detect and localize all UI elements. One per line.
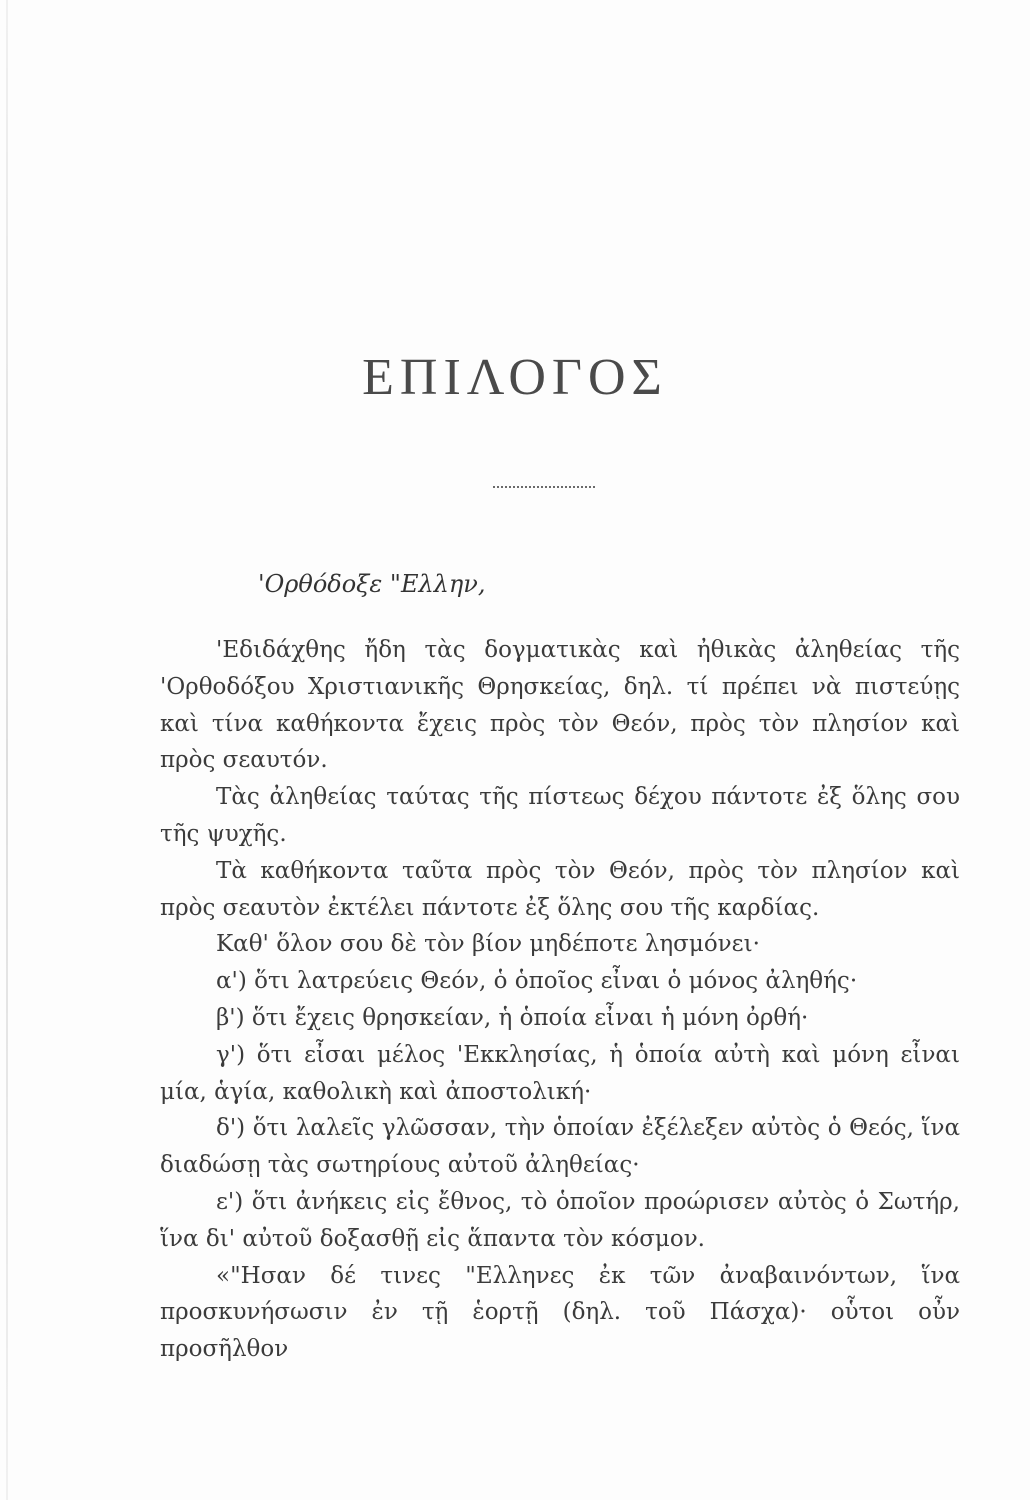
paragraph-intro: 'Εδιδάχθης ἤδη τὰς δογματικὰς καὶ ἠθικὰς ἀληθείας τῆς 'Ορθοδόξου Χριστιανικῆς Θρησκείας, δηλ. τί πρέπει νὰ πιστεύῃς καὶ τίνα καθήκοντα ἔχεις πρὸς τὸν Θεόν, πρὸς τὸν πλησίον καὶ πρὸς σεαυτόν. — [160, 637, 960, 774]
list-item-b: β') ὅτι ἔχεις θρησκείαν, ἡ ὁποία εἶναι ἡ μόνη ὀρθή· — [216, 1004, 809, 1031]
body-text — [160, 632, 960, 1368]
list-item-d: δ') ὅτι λαλεῖς γλῶσσαν, τὴν ὁποίαν ἐξέλεξεν αὐτὸς ὁ Θεός, ἵνα διαδώσῃ τὰς σωτηρίους αὐτοῦ ἀληθείας· — [160, 1115, 960, 1179]
paragraph-remember: Καθ' ὅλον σου δὲ τὸν βίον μηδέποτε λησμόνει· — [216, 931, 760, 958]
title-divider — [493, 486, 595, 488]
salutation: 'Ορθόδοξε "Ελλην, — [258, 570, 486, 598]
page-edge-shadow — [6, 0, 8, 1500]
paragraph-duties: Τὰ καθήκοντα ταῦτα πρὸς τὸν Θεόν, πρὸς τὸν πλησίον καὶ πρὸς σεαυτὸν ἐκτέλει πάντοτε ἐξ ὅλης σου τῆς καρδίας. — [160, 857, 960, 921]
list-item-e: ε') ὅτι ἀνήκεις εἰς ἔθνος, τὸ ὁποῖον προώρισεν αὐτὸς ὁ Σωτήρ, ἵνα δι' αὐτοῦ δοξασθῇ εἰς ἅπαντα τὸν κόσμον. — [160, 1188, 960, 1252]
page-title: ΕΠΙΛΟΓΟΣ — [362, 349, 668, 406]
list-item-c: γ') ὅτι εἶσαι μέλος 'Εκκλησίας, ἡ ὁποία αὐτὴ καὶ μόνη εἶναι μία, ἁγία, καθολικὴ καὶ ἀποστολική· — [160, 1041, 960, 1105]
paragraph-quote: «"Ησαν δέ τινες "Ελληνες ἐκ τῶν ἀναβαινόντων, ἵνα προσκυνήσωσιν ἐν τῇ ἑορτῇ (δηλ. τοῦ Πάσχα)· οὗτοι οὖν προσῆλθον — [160, 1262, 960, 1363]
paragraph-faith: Τὰς ἀληθείας ταύτας τῆς πίστεως δέχου πάντοτε ἐξ ὅλης σου τῆς ψυχῆς. — [160, 784, 960, 847]
list-item-a: α') ὅτι λατρεύεις Θεόν, ὁ ὁποῖος εἶναι ὁ μόνος ἀληθής· — [216, 968, 858, 995]
